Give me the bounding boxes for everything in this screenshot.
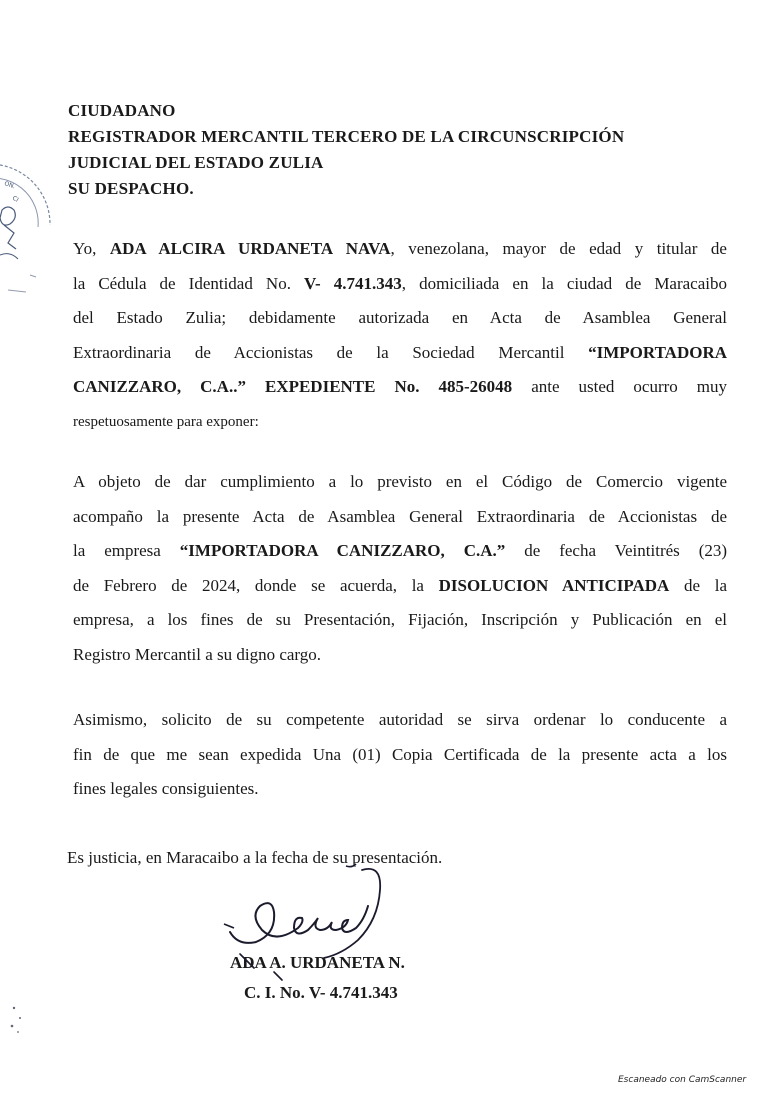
header-line-4: SU DESPACHO.	[68, 179, 194, 198]
company-name: “IMPORTADORA	[588, 342, 727, 362]
scan-specks	[0, 1000, 40, 1040]
scanner-watermark: Escaneado con CamScanner	[618, 1075, 747, 1085]
header-line-3: JUDICIAL DEL ESTADO ZULIA	[68, 153, 324, 172]
closing-line: Es justicia, en Maracaibo a la fecha de su presentación.	[67, 848, 443, 867]
handwritten-signature	[222, 862, 412, 1002]
paragraph-purpose: A objeto de dar cumplimiento a lo previsto en el Código de Comercio vigente acompaño la presente Acta de Asamblea General Extraordinaria de Accionistas de la empresa “IMPORTADORA CANIZZARO, C.A.” de fecha Veintitrés (23) de Febrero de 2024, donde se acuerda, la DISOLUCION ANTICIPADA de la empresa, a los fines de su Presentación, Fijación, Inscripción y Publicación en el Registro Mercantil a su digno cargo.	[73, 472, 728, 664]
letter-header	[68, 98, 624, 202]
paragraph-request: Asimismo, solicito de su competente autoridad se sirva ordenar lo conducente a fin de que me sean expedida Una (01) Copia Certificada de la presente acta a los fines legales consiguientes.	[73, 710, 727, 798]
applicant-name: ADA ALCIRA URDANETA NAVA	[109, 239, 391, 258]
stamp-text: ON.	[3, 180, 17, 191]
signer-name: ADA A. URDANETA N.	[230, 953, 405, 972]
applicant-id: V- 4.741.343	[304, 273, 402, 293]
registry-stamp	[0, 155, 62, 305]
header-line-1: CIUDADANO	[68, 101, 176, 120]
file-number: CANIZZARO, C.A..” EXPEDIENTE No. 485-26048	[73, 377, 513, 396]
header-line-2: REGISTRADOR MERCANTIL TERCERO DE LA CIRCUNSCRIPCIÓN	[68, 127, 625, 146]
dissolution-term: DISOLUCION ANTICIPADA	[438, 575, 670, 595]
signer-id: C. I. No. V- 4.741.343	[244, 983, 398, 1002]
svg-text:CI: CI	[11, 194, 20, 204]
company-name-2: “IMPORTADORA CANIZZARO, C.A.”	[179, 541, 506, 560]
paragraph-introduction: Yo, ADA ALCIRA URDANETA NAVA, venezolana, mayor de edad y titular de la Cédula de Identidad No. V- 4.741.343, domiciliada en la ciudad de Maracaibo del Estado Zulia; debidamente autorizada en Acta de Asamblea General Extraordinaria de Accionistas de la Sociedad Mercantil “IMPORTADORA CANIZZARO, C.A..” EXPEDIENTE No. 485-26048 ante usted ocurro muy respetuosamente para exponer:	[73, 239, 727, 430]
